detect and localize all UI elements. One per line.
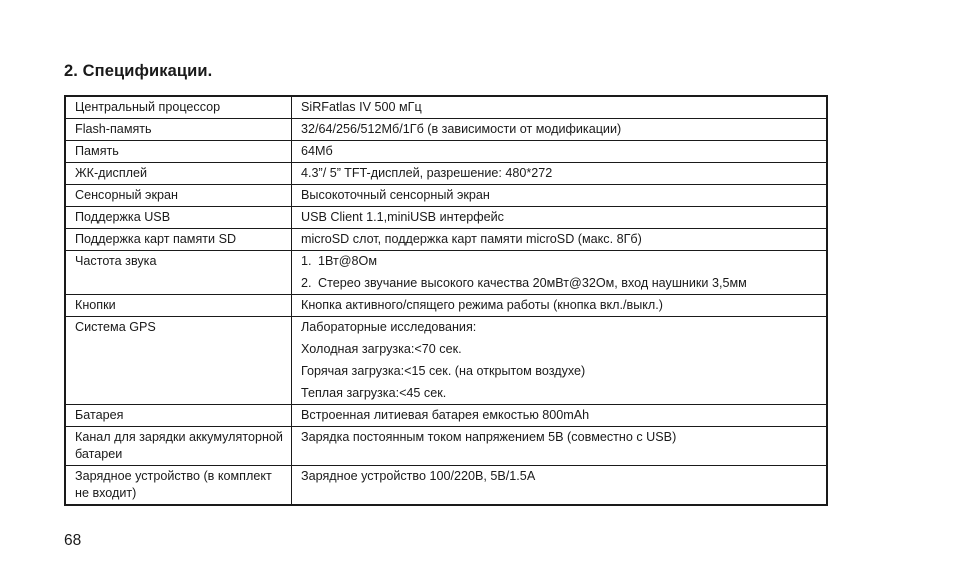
table-row-flash [65,119,827,141]
spec-label-charging: Канал для зарядки аккумуляторной батареи [65,427,292,466]
spec-value-buttons: Кнопка активного/спящего режима работы (кнопка вкл./выкл.) [292,295,828,317]
table-row-usb [65,207,827,229]
audio-list-text: Стерео звучание высокого качества 20мВт@32Ом, вход наушники 3,5мм [318,276,747,290]
gps-line: Теплая загрузка:<45 сек. [301,386,447,400]
audio-list-item [301,275,818,292]
spec-value-memory: 64Мб [292,141,828,163]
spec-value-audio [292,251,828,295]
spec-label-sd: Поддержка карт памяти SD [65,229,292,251]
table-row-charging [65,427,827,466]
table-row-cpu [65,96,827,119]
spec-label-usb: Поддержка USB [65,207,292,229]
table-row-audio [65,251,827,295]
spec-label-lcd: ЖК-дисплей [65,163,292,185]
spec-value-battery: Встроенная литиевая батарея емкостью 800mAh [292,405,828,427]
spec-label-memory: Память [65,141,292,163]
audio-list-text: 1Вт@8Ом [318,254,377,268]
page-title: 2. Спецификации. [64,62,213,80]
spec-value-usb: USB Client 1.1,miniUSB интерфейс [292,207,828,229]
audio-list-number: 2. [301,276,312,290]
audio-list-item [301,253,818,270]
spec-label-gps: Система GPS [65,317,292,405]
page-number: 68 [64,532,82,549]
spec-value-sd: microSD слот, поддержка карт памяти microSD (макс. 8Гб) [292,229,828,251]
spec-value-touch: Высокоточный сенсорный экран [292,185,828,207]
spec-label-cpu: Центральный процессор [65,96,292,119]
gps-line: Холодная загрузка:<70 сек. [301,342,462,356]
spec-label-flash: Flash-память [65,119,292,141]
spec-value-cpu: SiRFatlas IV 500 мГц [292,96,828,119]
spec-value-flash: 32/64/256/512Мб/1Гб (в зависимости от модификации) [292,119,828,141]
spec-value-lcd: 4.3”/ 5” TFT-дисплей, разрешение: 480*272 [292,163,828,185]
spec-label-audio: Частота звука [65,251,292,295]
spec-label-buttons: Кнопки [65,295,292,317]
spec-label-battery: Батарея [65,405,292,427]
table-row-charger [65,466,827,506]
table-row-gps [65,317,827,405]
specifications-table [64,95,828,506]
table-row-battery [65,405,827,427]
table-row-buttons [65,295,827,317]
table-row-sd [65,229,827,251]
spec-value-gps [292,317,828,405]
table-row-lcd [65,163,827,185]
table-row-memory [65,141,827,163]
gps-line: Горячая загрузка:<15 сек. (на открытом воздухе) [301,364,586,378]
gps-line: Лабораторные исследования: [301,320,477,334]
table-row-touch [65,185,827,207]
spec-value-charger: Зарядное устройство 100/220В, 5В/1.5А [292,466,828,506]
spec-value-charging: Зарядка постоянным током напряжением 5В (совместно с USB) [292,427,828,466]
spec-label-charger: Зарядное устройство (в комплект не входит) [65,466,292,506]
spec-label-touch: Сенсорный экран [65,185,292,207]
audio-list-number: 1. [301,254,312,268]
